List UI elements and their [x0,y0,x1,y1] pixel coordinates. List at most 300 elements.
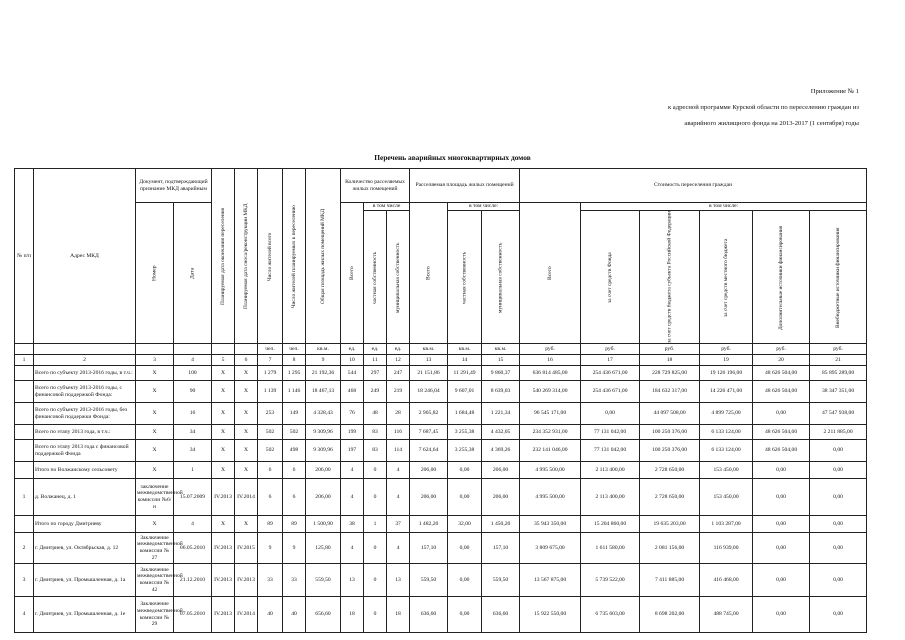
table-cell: Х [212,440,235,462]
table-cell: 2 211 885,00 [810,425,867,440]
table-cell: 1 500,90 [306,516,341,533]
table-cell: 7 411 885,00 [640,564,700,597]
table-cell: 636,60 [410,597,448,633]
address-cell: Всего по этапу 2013 года, в т.ч.: [34,425,136,440]
address-cell: г. Дмитриев, ул. Октябрьская, д. 12 [34,533,136,564]
table-row [15,381,867,403]
table-cell: Х [136,381,174,403]
table-cell: 197 [341,440,364,462]
table-cell: 9 309,96 [306,440,341,462]
table-cell: Х [136,403,174,425]
table-cell: 40 [283,597,306,633]
table-cell: 0,00 [448,533,482,564]
table-cell: 48 [364,403,387,425]
table-cell: Заключение межведомственной комиссии № 27 [136,533,174,564]
table-row [15,564,867,597]
table-cell: 0,00 [810,533,867,564]
column-number-cell: 2 [34,355,136,366]
table-cell: 48 626 504,00 [753,381,810,403]
table-cell: 232 141 046,00 [520,440,581,462]
header-doc-group: Документ, подтверждающий признание МКД аварийным [136,169,212,203]
table-cell: 3 255,38 [448,440,482,462]
address-cell: Всего по субъекту 2013-2016 годы, без финансовой поддержки Фонда: [34,403,136,425]
unit-cell: ед. [341,344,364,355]
table-cell: 498 [283,440,306,462]
table-cell: 502 [258,440,283,462]
table-cell: IV.2014 [235,479,258,516]
unit-cell: руб. [810,344,867,355]
column-number-cell: 20 [753,355,810,366]
header-rooms-incl: в том числе [364,203,410,211]
table-cell: 0,00 [753,479,810,516]
header-doc-date: Дата [174,203,212,344]
table-cell: 100 [174,366,212,381]
table-cell: 18 [387,597,410,633]
table-cell: 149 [283,403,306,425]
header-cost-group: Стоимость переселения граждан [520,169,867,203]
column-number-cell: 15 [482,355,520,366]
table-cell: 90 [174,381,212,403]
table-cell: 0 [364,479,387,516]
table-cell: 206,00 [410,462,448,479]
table-cell: 15 922 550,00 [520,597,581,633]
table-cell: 0,00 [810,516,867,533]
table-cell: 3 809 675,00 [520,533,581,564]
table-row [15,403,867,425]
table-cell: 4 432,05 [482,425,520,440]
table-cell: Х [235,516,258,533]
table-cell: Х [136,516,174,533]
table-cell: 4 [387,462,410,479]
table-row [15,366,867,381]
table-cell: 636,60 [482,597,520,633]
table-cell: 96 545 171,00 [520,403,581,425]
table-cell: 21 151,86 [410,366,448,381]
table-cell: 297 [364,366,387,381]
table-cell: 559,50 [482,564,520,597]
header-rooms-group: Количество расселяемых жилых помещений [341,169,410,203]
table-cell: 4 899 725,00 [700,403,753,425]
table-cell: Х [136,462,174,479]
table-cell [15,366,34,381]
units-row [15,344,867,355]
table-cell: 0 [364,462,387,479]
unit-cell: чел. [283,344,306,355]
table-cell: 14 226 471,00 [700,381,753,403]
unit-cell: ед. [364,344,387,355]
table-cell: 157,10 [410,533,448,564]
table-cell: 2 728 650,00 [640,462,700,479]
table-row [15,479,867,516]
unit-cell: чел. [258,344,283,355]
table-cell: 184 632 317,00 [640,381,700,403]
table-cell: 4 369,26 [482,440,520,462]
table-cell: 0,00 [810,564,867,597]
unit-cell: кв.м. [410,344,448,355]
column-number-cell: 8 [283,355,306,366]
address-cell: г. Дмитриев, ул. Промышленная, д. 1а [34,564,136,597]
address-cell: Всего по субъекту 2013-2016 годы, с финансовой поддержкой Фонда: [34,381,136,403]
table-cell: заключение межведомственной комиссии №6/н [136,479,174,516]
header-residents-planned: Число жителей планируемых к переселению [283,169,306,344]
address-cell: г. Дмитриев, ул. Промышленная, д. 1е [34,597,136,633]
header-area-incl: в том числе: [448,203,520,211]
table-cell: 16 [174,403,212,425]
table-cell: 9 309,96 [306,425,341,440]
table-cell: 488 745,00 [700,597,753,633]
table-cell: 0,00 [753,597,810,633]
table-cell: 33 [283,564,306,597]
table-cell: 253 [258,403,283,425]
table-cell: 7 624,64 [410,440,448,462]
table-cell: 19 126 196,00 [700,366,753,381]
header-cost-local: за счет средств местного бюджета [700,211,753,344]
table-cell: 19 635 203,00 [640,516,700,533]
table-cell: 0,00 [448,564,482,597]
column-number-cell: 9 [306,355,341,366]
table-cell: 0,00 [753,564,810,597]
table-cell: 18 246,04 [410,381,448,403]
table-cell: 9 [258,533,283,564]
table-cell: 206,00 [306,479,341,516]
table-cell: 83 [364,440,387,462]
table-cell: 254 436 671,00 [581,381,640,403]
table-cell: 559,50 [410,564,448,597]
table-cell: 0,00 [810,597,867,633]
table-cell: 7 687,45 [410,425,448,440]
table-cell: Х [212,516,235,533]
table-cell: 6 133 124,00 [700,425,753,440]
table-cell: Х [235,462,258,479]
table-cell [15,403,34,425]
table-cell: IV.2013 [235,564,258,597]
table-cell: Х [212,425,235,440]
table-cell [15,516,34,533]
table-cell: 34 [174,425,212,440]
table-cell: 2 081 156,00 [640,533,700,564]
table-row [15,597,867,633]
table-cell: 28 [387,403,410,425]
table-cell: 8 639,03 [482,381,520,403]
table-cell: 0,00 [753,516,810,533]
table-cell: Заключение межведомственной комиссии № 29 [136,597,174,633]
table-cell: 4 [341,462,364,479]
table-cell: 48 626 504,00 [753,366,810,381]
table-cell: 1 [364,516,387,533]
table-row [15,462,867,479]
column-number-cell: 14 [448,355,482,366]
table-cell: Х [235,366,258,381]
address-cell: д. Волжанец, д. 1 [34,479,136,516]
table-cell: Х [212,462,235,479]
column-number-cell: 16 [520,355,581,366]
table-cell: 0 [364,564,387,597]
table-cell: Х [235,403,258,425]
table-cell: 199 [341,425,364,440]
header-area-private: частная собственность [448,211,482,344]
table-cell: 18 [341,597,364,633]
column-number-cell: 12 [387,355,410,366]
table-cell: 247 [387,366,410,381]
appendix-line-3: аварийного жилищного фонда на 2013-2017 (1 сентября) годы [684,120,859,127]
column-number-cell: 3 [136,355,174,366]
table-cell: 35 943 350,00 [520,516,581,533]
unit-cell: кв.м. [306,344,341,355]
table-cell: 4 [341,479,364,516]
header-cost-offbudget: Внебюджетные источники финансирования [810,211,867,344]
table-cell [15,440,34,462]
table-cell: 254 436 671,00 [581,366,640,381]
address-cell: Итого по Волжанскому сельсовету [34,462,136,479]
appendix-heading [559,84,859,132]
table-cell: 5 739 522,00 [581,564,640,597]
table-cell: 1 279 [258,366,283,381]
table-cell: 18 467,13 [306,381,341,403]
table-cell: 38 [341,516,364,533]
table-cell: 1 295 [283,366,306,381]
table-cell: 38 347 351,00 [810,381,867,403]
table-cell: 3 [15,564,34,597]
table-cell: 13 [387,564,410,597]
table-cell: 85 895 289,00 [810,366,867,381]
table-cell: 1 [174,462,212,479]
table-cell: 100 250 376,00 [640,425,700,440]
column-number-cell: 11 [364,355,387,366]
table-cell: 0,00 [753,403,810,425]
table-cell: 6 735 603,00 [581,597,640,633]
table-cell: IV.2013 [212,564,235,597]
table-cell: 100 250 376,00 [640,440,700,462]
address-cell: Всего по субъекту 2013-2016 годы, в т.ч.: [34,366,136,381]
table-cell: IV.2013 [212,597,235,633]
column-number-cell: 6 [235,355,258,366]
header-rooms-municipal: муниципальная собственность [387,211,410,344]
table-cell: 502 [283,425,306,440]
table-cell: 48 626 504,00 [753,425,810,440]
header-doc-number: Номер [136,203,174,344]
table-cell: 77 131 042,00 [581,440,640,462]
table-cell: 206,00 [410,479,448,516]
column-number-cell: 19 [700,355,753,366]
table-cell: 0,00 [581,403,640,425]
table-cell: 153 450,00 [700,462,753,479]
table-cell: 206,00 [482,462,520,479]
table-cell: 34 [174,440,212,462]
table-cell: 3 255,38 [448,425,482,440]
table-cell: 2 728 650,00 [640,479,700,516]
table-cell: Х [136,366,174,381]
table-cell: 6 133 124,00 [700,440,753,462]
table-cell: 656,60 [306,597,341,633]
table-cell: IV.2013 [212,533,235,564]
table-cell: 2 [15,533,34,564]
table-cell: 502 [258,425,283,440]
table-cell: Х [136,425,174,440]
emergency-houses-table [14,168,867,633]
table-cell: 21.12.2010 [174,564,212,597]
table-cell: 0,00 [753,533,810,564]
table-cell: IV.2015 [235,533,258,564]
header-cost-total: Всего [520,203,581,344]
table-cell: 540 269 314,00 [520,381,581,403]
column-number-cell: 13 [410,355,448,366]
address-cell: Итого по городу Дмитриеву [34,516,136,533]
table-cell: 4 995 500,00 [520,462,581,479]
table-cell: 219 [387,381,410,403]
header-address: Адрес МКД [34,169,136,344]
table-cell: 13 567 875,00 [520,564,581,597]
table-cell: Х [212,381,235,403]
table-cell: 157,10 [482,533,520,564]
table-cell: 206,00 [306,462,341,479]
unit-cell: руб. [700,344,753,355]
table-cell: 0 [364,597,387,633]
table-cell: 4 [341,533,364,564]
table-cell [15,462,34,479]
table-cell: 0,00 [753,462,810,479]
table-cell: IV.2013 [212,479,235,516]
table-cell: Х [212,366,235,381]
table-row [15,516,867,533]
table-row [15,425,867,440]
column-number-cell: 21 [810,355,867,366]
table-cell: 416 468,00 [700,564,753,597]
table-cell: 89 [283,516,306,533]
column-number-cell: 18 [640,355,700,366]
table-cell: 116 [387,425,410,440]
appendix-line-2: к адресной программе Курской области по переселению граждан из [667,104,859,111]
header-cost-extra: Дополнительные источники финансирования [753,211,810,344]
table-cell: 0,00 [448,462,482,479]
table-cell: 1 611 580,00 [581,533,640,564]
column-number-cell: 5 [212,355,235,366]
header-area-municipal: муниципальная собственность [482,211,520,344]
table-cell: 114 [387,440,410,462]
table-cell: 4 [387,479,410,516]
table-cell: 0,00 [448,479,482,516]
table-cell [15,425,34,440]
column-number-cell: 17 [581,355,640,366]
table-cell: 11 291,49 [448,366,482,381]
header-rooms-private: частная собственность [364,211,387,344]
table-cell: 40 [258,597,283,633]
table-cell: 0,00 [810,440,867,462]
table-cell: 153 450,00 [700,479,753,516]
table-cell: Заключение межведомственной комиссии № 42 [136,564,174,597]
table-row [15,533,867,564]
header-cost-federal: за счет средств бюджета субъекта Российской Федерации [640,211,700,344]
table-cell: Х [235,440,258,462]
table-cell: 6 [283,479,306,516]
table-cell: 0,00 [810,462,867,479]
table-cell [15,381,34,403]
table-cell: 1 146 [283,381,306,403]
table-cell: Х [136,440,174,462]
header-rooms-total: Всего [341,203,364,344]
table-cell: 77 131 042,00 [581,425,640,440]
table-cell: 206,00 [482,479,520,516]
table-cell: 4 328,43 [306,403,341,425]
table-cell: 15 204 860,00 [581,516,640,533]
table-cell: 9 607,01 [448,381,482,403]
table-cell: 234 352 931,00 [520,425,581,440]
table-cell: Х [235,381,258,403]
header-area-total-sub: Всего [410,203,448,344]
table-cell: 6 [258,462,283,479]
header-planned-resettle: Планируемая дата окончания переселения [212,169,235,344]
table-cell: 9 860,37 [482,366,520,381]
table-cell: 37 [387,516,410,533]
appendix-line-1: Приложение № 1 [810,88,859,95]
table-cell: Х [235,425,258,440]
table-cell: 4 [387,533,410,564]
document-title: Перечень аварийных многоквартирных домов [374,153,531,162]
table-cell: 4 [174,516,212,533]
table-cell: 2 113 400,00 [581,462,640,479]
column-number-cell: 1 [15,355,34,366]
table-cell: 6 [258,479,283,516]
table-cell: 2 905,82 [410,403,448,425]
header-area-group: Расселяемая площадь жилых помещений [410,169,520,203]
column-number-row [15,355,867,366]
table-cell: 1 [15,479,34,516]
unit-cell: кв.м. [482,344,520,355]
unit-cell: руб. [520,344,581,355]
table-cell: 0,00 [448,597,482,633]
unit-cell: руб. [640,344,700,355]
table-cell: 125,80 [306,533,341,564]
column-number-cell: 4 [174,355,212,366]
table-cell: 1 139 [258,381,283,403]
column-number-cell: 7 [258,355,283,366]
table-cell: 06.05.2010 [174,533,212,564]
table-cell: 1 482,20 [410,516,448,533]
table-cell: 116 939,00 [700,533,753,564]
table-cell: 21 192,36 [306,366,341,381]
table-cell: 8 698 202,00 [640,597,700,633]
table-row [15,440,867,462]
table-cell: 468 [341,381,364,403]
table-cell: 636 814 485,00 [520,366,581,381]
header-cost-fund: за счет средств Фонда [581,211,640,344]
table-cell: 15.07.2009 [174,479,212,516]
header-planned-demolish: Планируемая дата сноса/реконструкции МКД [235,169,258,344]
table-cell: 1 684,48 [448,403,482,425]
table-cell: 4 995 500,00 [520,479,581,516]
table-cell: 13 [341,564,364,597]
column-number-cell: 10 [341,355,364,366]
table-cell: 47 547 938,00 [810,403,867,425]
table-cell: IV.2014 [235,597,258,633]
table-cell: 83 [364,425,387,440]
table-cell: 1 221,34 [482,403,520,425]
table-cell: 1 103 287,00 [700,516,753,533]
table-cell: 07.05.2010 [174,597,212,633]
table-cell: 1 450,20 [482,516,520,533]
table-cell: 33 [258,564,283,597]
header-residents-total: Число жителей всего [258,169,283,344]
table-body [15,366,867,633]
unit-cell: руб. [581,344,640,355]
unit-cell: ед. [387,344,410,355]
table-cell: 0 [364,533,387,564]
unit-cell: кв.м. [448,344,482,355]
table-cell: Х [212,403,235,425]
header-area-total: Общая площадь жилых помещений МКД [306,169,341,344]
header-cost-incl: в том числе: [581,203,867,211]
header-num: № п/п [15,169,34,344]
table-cell: 76 [341,403,364,425]
